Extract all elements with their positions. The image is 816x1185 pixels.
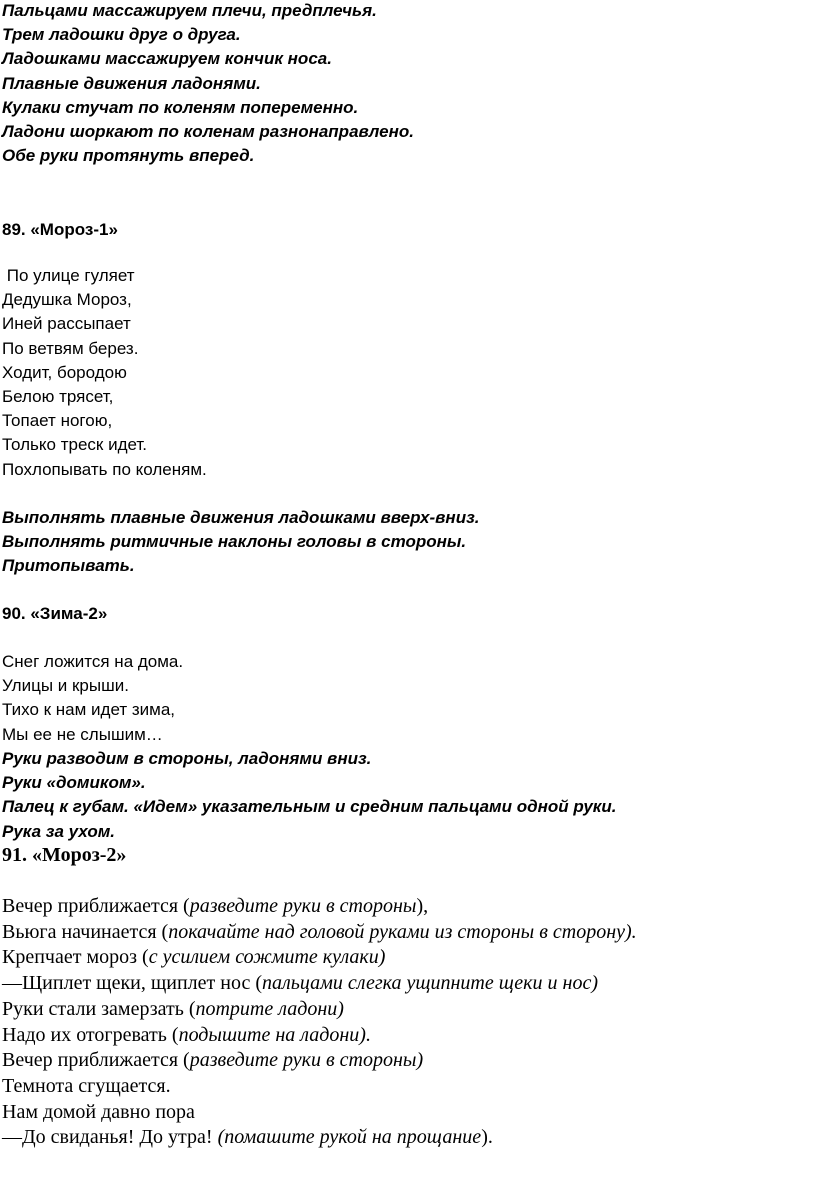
section-90-verse xyxy=(2,650,183,747)
verse-line: Вечер приближается (разведите руки в стороны), xyxy=(2,895,429,917)
instruction-line: Рука за ухом. xyxy=(2,821,116,841)
instruction-line: Выполнять плавные движения ладошками вверх-вниз. xyxy=(2,508,480,527)
verse-line: Похлопывать по коленям. xyxy=(2,459,207,479)
verse-line: Снег ложится на дома. xyxy=(2,652,184,671)
section-89-instructions xyxy=(2,506,479,579)
verse-line: —До свиданья! До утра! (помашите рукой на прощание). xyxy=(2,1126,493,1149)
instruction-line: Кулаки стучат по коленям попеременно. xyxy=(2,97,359,117)
verse-line: Только треск идет. xyxy=(2,435,148,455)
section-89-verse xyxy=(2,264,207,482)
verse-line: Темнота сгущается. xyxy=(2,1074,171,1097)
verse-line: Надо их отогревать (подышите на ладони). xyxy=(2,1023,371,1046)
verse-line: Вечер приближается (разведите руки в стороны) xyxy=(2,1049,424,1072)
verse-line: Крепчает мороз (с усилием сожмите кулаки) xyxy=(2,946,386,969)
instruction-line: Притопывать. xyxy=(2,556,135,576)
instruction-line: Выполнять ритмичные наклоны головы в стороны. xyxy=(2,532,467,552)
instruction-line: Ладони шоркают по коленам разнонаправлено. xyxy=(2,122,414,142)
verse-line: Тихо к нам идет зима, xyxy=(2,700,176,720)
verse-line: Вьюга начинается (покачайте над головой руками из стороны в сторону). xyxy=(2,920,637,943)
instruction-line: Ладошками массажируем кончик носа. xyxy=(2,49,332,69)
verse-line: Руки стали замерзать (потрите ладони) xyxy=(2,997,344,1020)
verse-line: Улицы и крыши. xyxy=(2,676,129,696)
verse-line: Дедушка Мороз, xyxy=(2,290,132,310)
section-89-heading: 89. «Мороз-1» xyxy=(2,220,118,239)
verse-line: —Щиплет щеки, щиплет нос (пальцами слегка ущипните щеки и нос) xyxy=(2,972,598,995)
instruction-line: Руки разводим в стороны, ладонями вниз. xyxy=(2,749,372,768)
section-91-heading: 91. «Мороз-2» xyxy=(2,844,127,866)
verse-line: По ветвям берез. xyxy=(2,338,139,358)
verse-line: Белою трясет, xyxy=(2,387,114,407)
instruction-line: Палец к губам. «Идем» указательным и средним пальцами одной руки. xyxy=(2,797,617,817)
instruction-line: Пальцами массажируем плечи, предплечья. xyxy=(2,1,377,20)
section-90-instructions xyxy=(2,747,617,844)
verse-line: Нам домой давно пора xyxy=(2,1100,195,1123)
instruction-line: Обе руки протянуть вперед. xyxy=(2,146,255,166)
verse-line: Мы ее не слышим… xyxy=(2,724,163,744)
section-90-heading: 90. «Зима-2» xyxy=(2,604,108,623)
instruction-line: Трем ладошки друг о друга. xyxy=(2,25,241,45)
verse-line: Топает ногою, xyxy=(2,411,113,431)
intro-instructions xyxy=(2,0,414,168)
verse-line: По улице гуляет xyxy=(2,266,135,285)
verse-line: Ходит, бородою xyxy=(2,362,127,382)
instruction-line: Плавные движения ладонями. xyxy=(2,73,261,93)
verse-line: Иней рассыпает xyxy=(2,314,131,334)
instruction-line: Руки «домиком». xyxy=(2,773,146,793)
section-91-verse xyxy=(2,894,637,1151)
